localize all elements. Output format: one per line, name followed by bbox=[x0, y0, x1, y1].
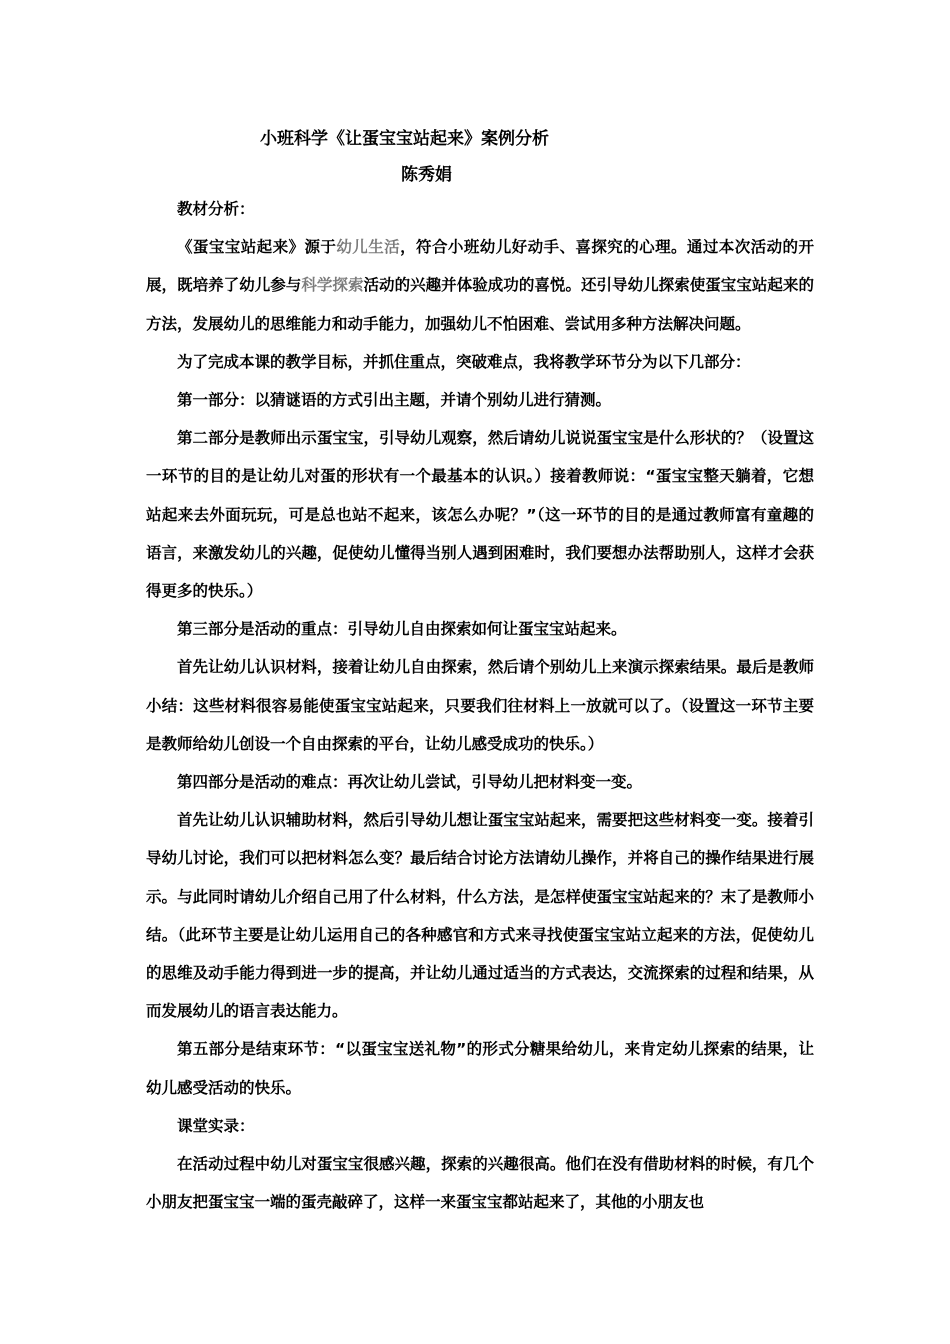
link-child-life[interactable]: 幼儿生活 bbox=[336, 238, 401, 257]
paragraph-text: ，符合小班幼儿好动手、喜探究的心理。通过本次活动的开展，既培养了幼儿参与 bbox=[146, 238, 814, 295]
paragraph-part-two: 第二部分是教师出示蛋宝宝，引导幼儿观察，然后请幼儿说说蛋宝宝是什么形状的？（设置这一环节的目的是让幼儿对蛋的形状有一个最基本的认识。）接着教师说：“蛋宝宝整天躺着，它想站起来去外面玩玩，可是总也站不起来，该怎么办呢？”（这一环节的目的是通过教师富有童趣的语言，来激发幼儿的兴趣，促使幼儿懂得当别人遇到困难时，我们要想办法帮助别人，这样才会获得更多的快乐。） bbox=[146, 429, 814, 601]
paragraph-text: 《蛋宝宝站起来》源于 bbox=[177, 238, 337, 257]
paragraph-part-three: 第三部分是活动的重点：引导幼儿自由探索如何让蛋宝宝站起来。 bbox=[177, 620, 627, 639]
paragraph-part-three-detail: 首先让幼儿认识材料，接着让幼儿自由探索，然后请个别幼儿上来演示探索结果。最后是教师小结：这些材料很容易能使蛋宝宝站起来，只要我们往材料上一放就可以了。（设置这一环节主要是教师给幼儿创设一个自由探索的平台，让幼儿感受成功的快乐。） bbox=[146, 658, 814, 753]
paragraph-part-four-detail: 首先让幼儿认识辅助材料，然后引导幼儿想让蛋宝宝站起来，需要把这些材料变一变。接着引导幼儿讨论，我们可以把材料怎么变？最后结合讨论方法请幼儿操作，并将自己的操作结果进行展示。与此同时请幼儿介绍自己用了什么材料，什么方法，是怎样使蛋宝宝站起来的？末了是教师小结。（此环节主要是让幼儿运用自己的各种感官和方式来寻找使蛋宝宝站立起来的方法，促使幼儿的思维及动手能力得到进一步的提高，并让幼儿通过适当的方式表达，交流探索的过程和结果，从而发展幼儿的语言表达能力。 bbox=[146, 811, 814, 1021]
link-science-exploration[interactable]: 科学探索 bbox=[301, 276, 364, 295]
paragraph-part-one: 第一部分：以猜谜语的方式引出主题，并请个别幼儿进行猜测。 bbox=[177, 391, 612, 410]
paragraph-material-intro bbox=[146, 228, 814, 343]
paragraph-text: 活动的兴趣并体验成功的喜悦。还引导幼儿探索使蛋宝宝站起来的方法，发展幼儿的思维能力和动手能力，加强幼儿不怕困难、尝试用多种方法解决问题。 bbox=[146, 276, 814, 333]
section-heading-material: 教材分析： bbox=[177, 200, 255, 218]
document-title: 小班科学《让蛋宝宝站起来》案例分析 bbox=[260, 129, 549, 149]
section-heading-record: 课堂实录： bbox=[177, 1116, 255, 1135]
paragraph-teaching-plan: 为了完成本课的教学目标，并抓住重点，突破难点，我将教学环节分为以下几部分： bbox=[177, 352, 751, 371]
paragraph-part-four: 第四部分是活动的难点：再次让幼儿尝试，引导幼儿把材料变一变。 bbox=[177, 773, 643, 792]
document-body bbox=[146, 190, 814, 1221]
document-author: 陈秀娟 bbox=[401, 165, 452, 185]
paragraph-part-five: 第五部分是结束环节：“以蛋宝宝送礼物”的形式分糖果给幼儿，来肯定幼儿探索的结果，让幼儿感受活动的快乐。 bbox=[146, 1040, 814, 1097]
paragraph-class-record: 在活动过程中幼儿对蛋宝宝很感兴趣，探索的兴趣很高。他们在没有借助材料的时候，有几个小朋友把蛋宝宝一端的蛋壳敲碎了，这样一来蛋宝宝都站起来了，其他的小朋友也 bbox=[146, 1155, 814, 1212]
